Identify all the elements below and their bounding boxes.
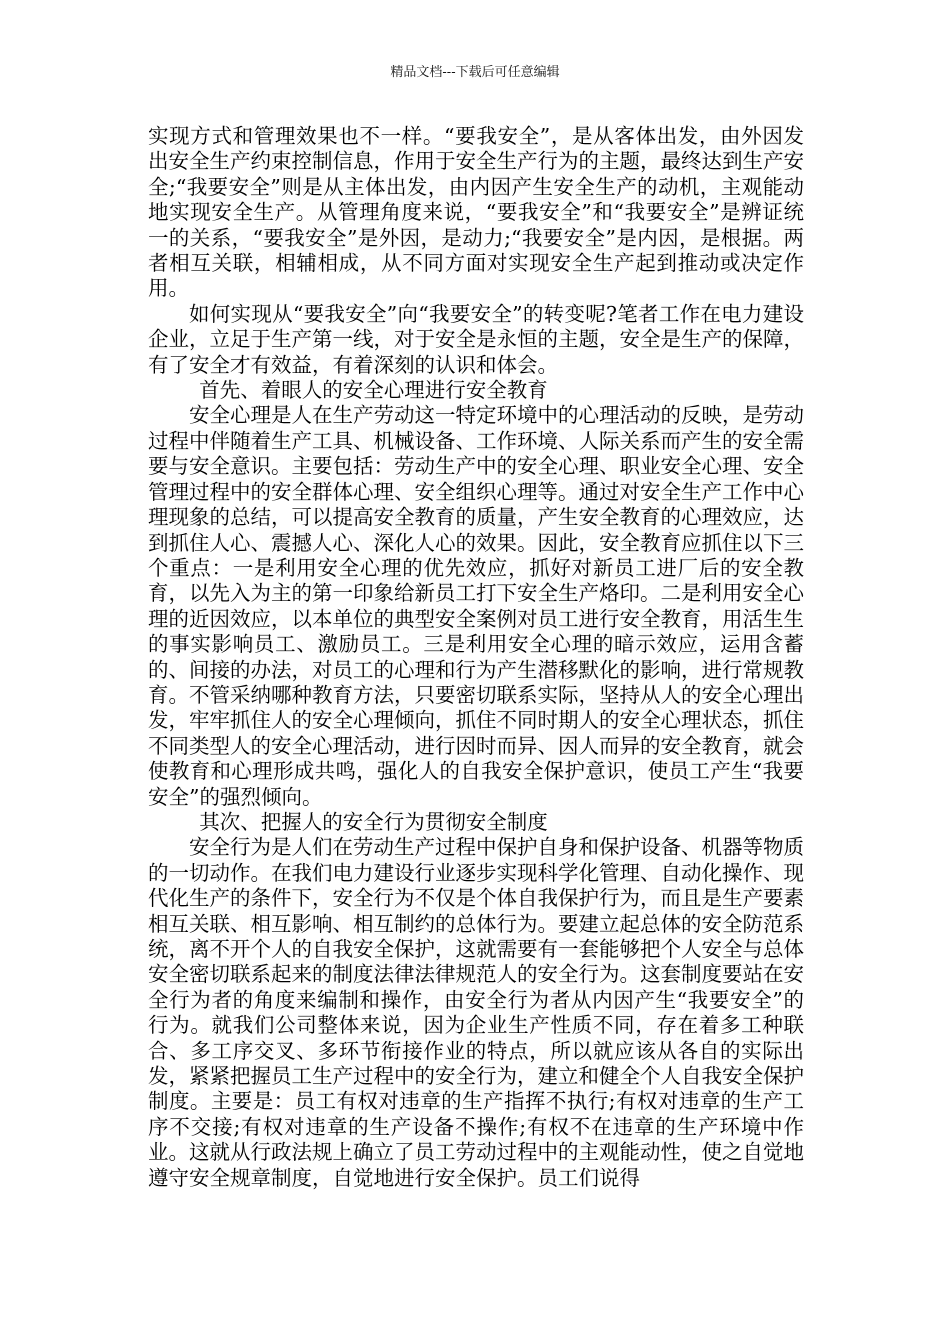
header-text: 精品文档---下载后可任意编辑 (390, 65, 560, 80)
document-body (148, 124, 804, 1191)
paragraph-2: 如何实现从“要我安全”向“我要安全”的转变呢?笔者工作在电力建设企业，立足于生产第一线，对于安全是永恒的主题，安全是生产的保障，有了安全才有效益，有着深刻的认识和体会。 (148, 301, 804, 377)
paragraph-3: 安全心理是人在生产劳动这一特定环境中的心理活动的反映，是劳动过程中伴随着生产工具、机械设备、工作环境、人际关系而产生的安全需要与安全意识。主要包括：劳动生产中的安全心理、职业安全心理、安全管理过程中的安全群体心理、安全组织心理等。通过对安全生产工作中心理现象的总结，可以提高安全教育的质量，产生安全教育的心理效应，达到抓住人心、震撼人心、深化人心的效果。因此，安全教育应抓住以下三个重点：一是利用安全心理的优先效应，抓好对新员工进厂后的安全教育，以先入为主的第一印象给新员工打下安全生产烙印。二是利用安全心理的近因效应，以本单位的典型安全案例对员工进行安全教育，用活生生的事实影响员工、激励员工。三是利用安全心理的暗示效应，运用含蓄的、间接的办法，对员工的心理和行为产生潜移默化的影响，进行常规教育。不管采纳哪种教育方法，只要密切联系实际，坚持从人的安全心理出发，牢牢抓住人的安全心理倾向，抓住不同时期人的安全心理状态，抓住不同类型人的安全心理活动，进行因时而异、因人而异的安全教育，就会使教育和心理形成共鸣，强化人的自我安全保护意识，使员工产生“我要安全”的强烈倾向。 (148, 403, 804, 809)
paragraph-4: 安全行为是人们在劳动生产过程中保护自身和保护设备、机器等物质的一切动作。在我们电力建设行业逐步实现科学化管理、自动化操作、现代化生产的条件下，安全行为不仅是个体自我保护行为，而且是生产要素相互关联、相互影响、相互制约的总体行为。要建立起总体的安全防范系统，离不开个人的自我安全保护，这就需要有一套能够把个人安全与总体安全密切联系起来的制度法律法律规范人的安全行为。这套制度要站在安全行为者的角度来编制和操作，由安全行为者从内因产生“我要安全”的行为。就我们公司整体来说，因为企业生产性质不同，存在着多工种联合、多工序交叉、多环节衔接作业的特点，所以就应该从各自的实际出发，紧紧把握员工生产过程中的安全行为，建立和健全个人自我安全保护制度。主要是：员工有权对违章的生产指挥不执行;有权对违章的生产工序不交接;有权对违章的生产设备不操作;有权不在违章的生产环境中作业。这就从行政法规上确立了员工劳动过程中的主观能动性，使之自觉地遵守安全规章制度，自觉地进行安全保护。员工们说得 (148, 835, 804, 1190)
page-header (0, 64, 950, 82)
paragraph-1: 实现方式和管理效果也不一样。“要我安全”，是从客体出发，由外因发出安全生产约束控制信息，作用于安全生产行为的主题，最终达到生产安全;“我要安全”则是从主体出发，由内因产生安全生产的动机，主观能动地实现安全生产。从管理角度来说，“要我安全”和“我要安全”是辨证统一的关系，“要我安全”是外因，是动力;“我要安全”是内因，是根据。两者相互关联，相辅相成，从不同方面对实现安全生产起到推动或决定作用。 (148, 124, 804, 301)
section-heading-1: 首先、着眼人的安全心理进行安全教育 (199, 378, 548, 403)
section-heading-2: 其次、把握人的安全行为贯彻安全制度 (199, 809, 548, 834)
